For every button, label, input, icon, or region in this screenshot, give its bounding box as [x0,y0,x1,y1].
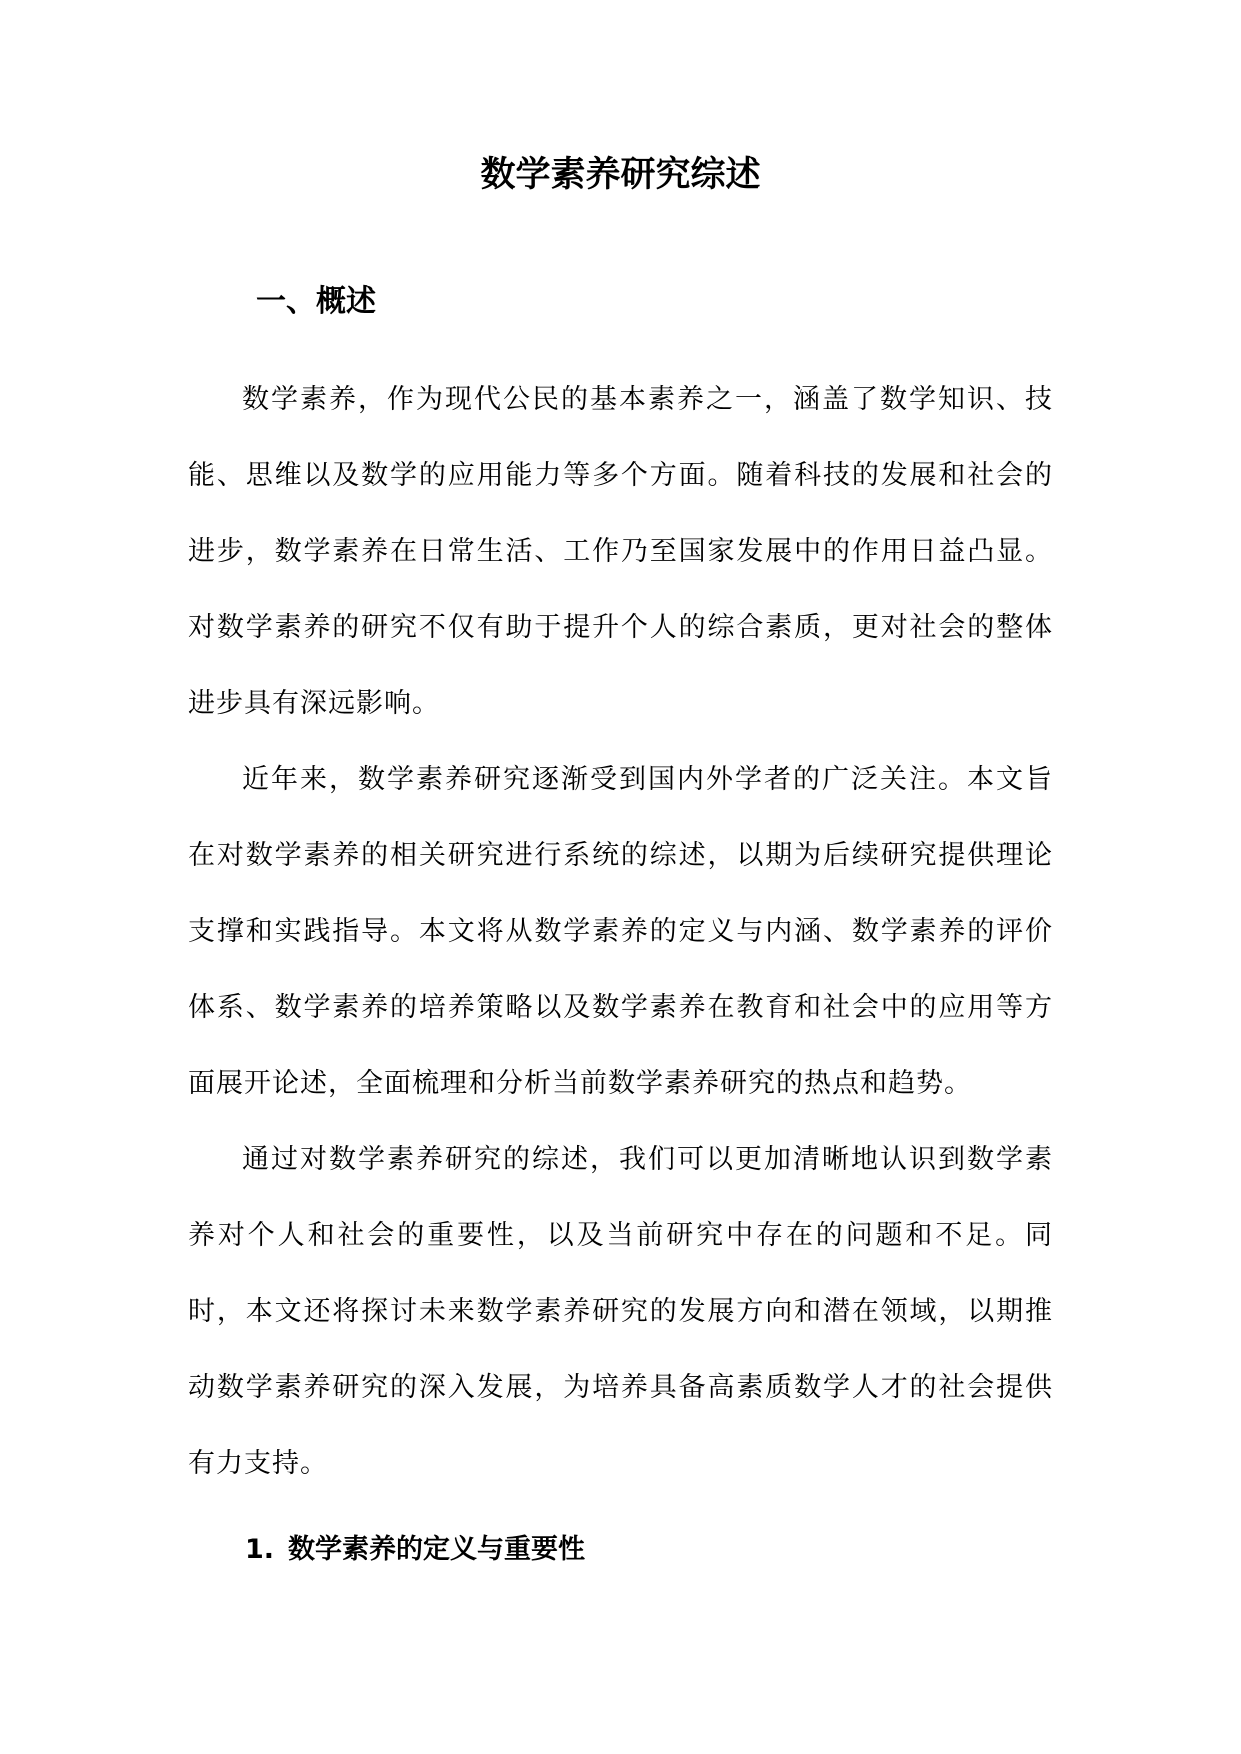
document-title: 数学素养研究综述 [480,155,761,195]
subsection-title: 数学素养的定义与重要性 [288,1534,586,1565]
paragraph-2: 近年来，数学素养研究逐渐受到国内外学者的广泛关注。本文旨在对数学素养的相关研究进行系统的综述，以期为后续研究提供理论支撑和实践指导。本文将从数学素养的定义与内涵、数学素养的评价体系、数学素养的培养策略以及数学素养在教育和社会中的应用等方面展开论述，全面梳理和分析当前数学素养研究的热点和趋势。 [188,764,1053,1099]
subsection-number: 1. [245,1534,275,1565]
paragraph-3: 通过对数学素养研究的综述，我们可以更加清晰地认识到数学素养对个人和社会的重要性，以及当前研究中存在的问题和不足。同时，本文还将探讨未来数学素养研究的发展方向和潜在领域，以期推动数学素养研究的深入发展，为培养具备高素质数学人才的社会提供有力支持。 [188,1144,1053,1479]
section-heading-overview: 一、概述 [256,284,376,319]
paragraph-1: 数学素养，作为现代公民的基本素养之一，涵盖了数学知识、技能、思维以及数学的应用能力等多个方面。随着科技的发展和社会的进步，数学素养在日常生活、工作乃至国家发展中的作用日益凸显。对数学素养的研究不仅有助于提升个人的综合素质，更对社会的整体进步具有深远影响。 [188,384,1053,719]
subsection-heading [245,1530,585,1570]
body-text [188,362,1053,1502]
